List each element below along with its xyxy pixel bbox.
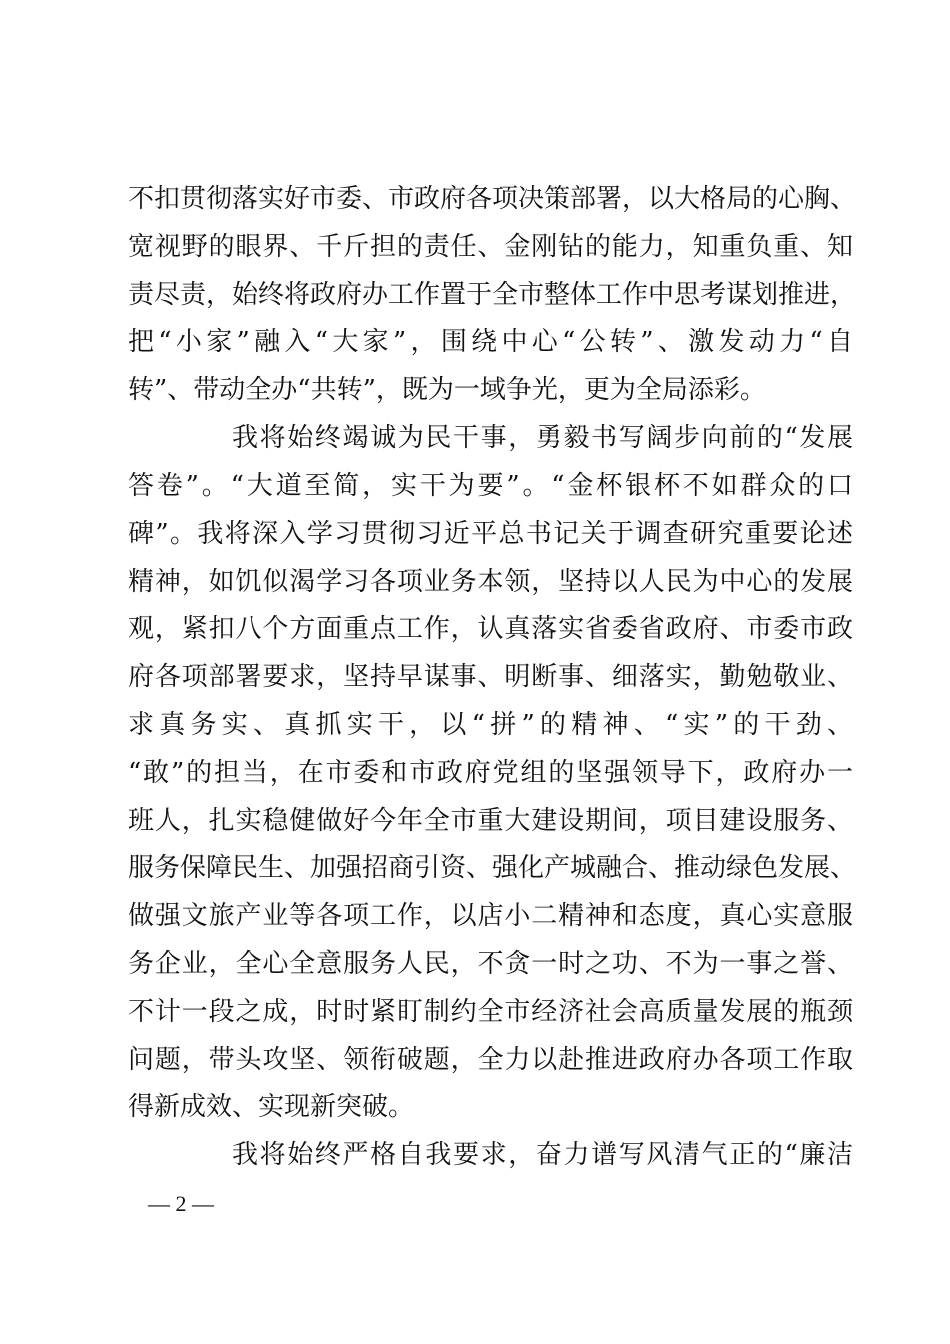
text-line-17: 务企业，全心全意服务人民，不贪一时之功、不为一事之誉、 — [128, 949, 853, 979]
text-line-7: 答卷”。“大道至简，实干为要”。“金杯银杯不如群众的口 — [128, 471, 853, 501]
text-line-20: 得新成效、实现新突破。 — [128, 1092, 415, 1122]
text-line-10: 观，紧扣八个方面重点工作，认真落实省委省政府、市委市政 — [128, 614, 853, 644]
text-line-15: 服务保障民生、加强招商引资、强化产城融合、推动绿色发展、 — [128, 853, 857, 883]
text-line-18: 不计一段之成，时时紧盯制约全市经济社会高质量发展的瓶颈 — [128, 997, 853, 1027]
text-line-14: 班人，扎实稳健做好今年全市重大建设期间，项目建设服务、 — [128, 806, 853, 836]
paragraph-3-first-line: 我将始终严格自我要求，奋力谱写风清气正的“廉洁 — [232, 1140, 853, 1170]
page-number: — 2 — — [148, 1191, 214, 1216]
text-line-3: 责尽责，始终将政府办工作置于全市整体工作中思考谋划推进， — [128, 280, 857, 310]
text-line-19: 问题，带头攻坚、领衔破题，全力以赴推进政府办各项工作取 — [128, 1045, 853, 1075]
text-line-13: “敢”的担当，在市委和市政府党组的坚强领导下，政府办一 — [128, 758, 853, 788]
text-line-5: 转”、带动全办“共转”，既为一域争光，更为全局添彩。 — [128, 375, 766, 405]
text-line-2: 宽视野的眼界、千斤担的责任、金刚钻的能力，知重负重、知 — [128, 232, 853, 262]
text-line-4: 把“小家”融入“大家”，围绕中心“公转”、激发动力“自 — [128, 327, 853, 357]
text-line-11: 府各项部署要求，坚持早谋事、明断事、细落实，勤勉敬业、 — [128, 662, 853, 692]
text-line-12: 求真务实、真抓实干，以“拼”的精神、“实”的干劲、 — [128, 710, 853, 740]
text-line-9: 精神，如饥似渴学习各项业务本领，坚持以人民为中心的发展 — [128, 567, 853, 597]
paragraph-2-first-line: 我将始终竭诚为民干事，勇毅书写阔步向前的“发展 — [232, 423, 853, 453]
text-line-1: 不扣贯彻落实好市委、市政府各项决策部署，以大格局的心胸、 — [128, 184, 857, 214]
text-line-8: 碑”。我将深入学习贯彻习近平总书记关于调查研究重要论述 — [128, 519, 853, 549]
text-line-16: 做强文旅产业等各项工作，以店小二精神和态度，真心实意服 — [128, 901, 853, 931]
